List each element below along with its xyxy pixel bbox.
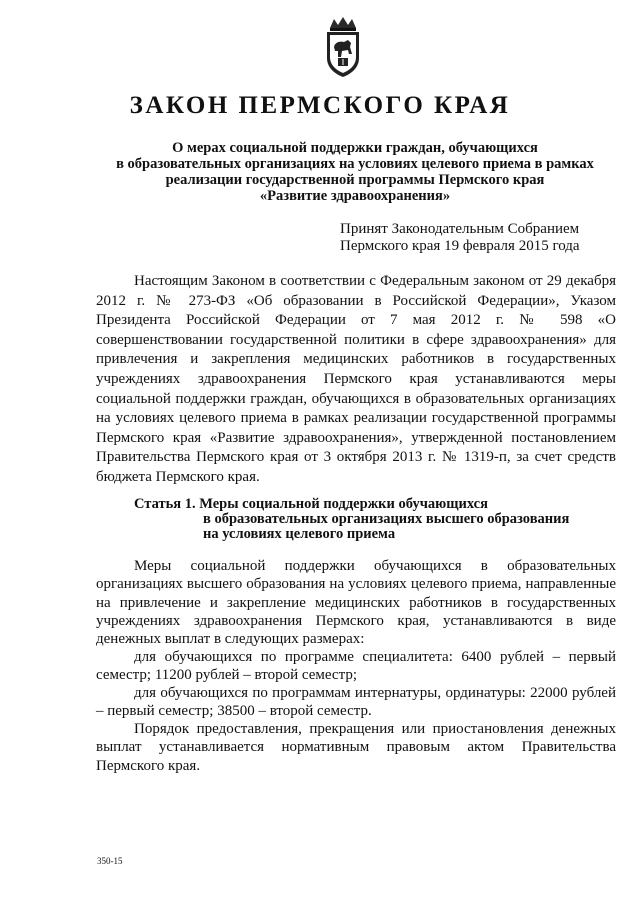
article-heading-line: в образовательных организациях высшего образования xyxy=(203,511,570,527)
law-subject xyxy=(96,140,614,204)
perm-krai-coat-of-arms-icon xyxy=(320,14,366,78)
intro-paragraph: Настоящим Законом в соответствии с Федеральным законом от 29 декабря 2012 г. № 273-ФЗ «Об образовании в Российской Федерации», Указом Президента Российской Федерации от 7 мая 2012 г. № 598 «О совершенствовании государственной политики в сфере здравоохранения» для привлечения и закрепления медицинских работников в государственных учреждениях здравоохранения Пермского края устанавливаются меры социальной поддержки граждан, обучающихся в образовательных организациях на условиях целевого приема в рамках реализации государственной программы Пермского края «Развитие здравоохранения», утвержденной постановлением Правительства Пермского края от 3 октября 2013 г. № 1319-п, за счет средств бюджета Пермского края. xyxy=(96,273,616,485)
law-subject-line: О мерах социальной поддержки граждан, обучающихся xyxy=(172,140,538,156)
article-paragraph: для обучающихся по программам интернатуры, ординатуры: 22000 рублей – первый семестр; 38500 – второй семестр. xyxy=(96,685,616,720)
article-paragraph: Меры социальной поддержки обучающихся в образовательных организациях высшего образования на условиях целевого приема, направленные на привлечение и закрепление медицинских работников в государственных учреждениях здравоохранения Пермского края, устанавливаются в виде денежных выплат в следующих размерах: xyxy=(96,558,616,648)
article-paragraph: для обучающихся по программе специалитета: 6400 рублей – первый семестр; 11200 рублей – второй семестр; xyxy=(96,649,616,684)
law-subject-line: в образовательных организациях на условиях целевого приема в рамках xyxy=(116,156,594,172)
article-1-heading xyxy=(134,497,614,542)
law-subject-line: реализации государственной программы Пермского края xyxy=(165,172,545,188)
adoption-note xyxy=(340,221,620,255)
article-heading-line: Статья 1. Меры социальной поддержки обучающихся xyxy=(134,496,488,512)
article-paragraph: Порядок предоставления, прекращения или приостановления денежных выплат устанавливается нормативным правовым актом Правительства Пермского края. xyxy=(96,721,616,774)
law-subject-line: «Развитие здравоохранения» xyxy=(259,188,451,204)
adoption-note-line: Пермского края 19 февраля 2015 года xyxy=(340,238,580,254)
document-number: 350-15 xyxy=(97,856,123,866)
adoption-note-line: Принят Законодательным Собранием xyxy=(340,221,580,237)
article-heading-line: на условиях целевого приема xyxy=(203,526,396,542)
law-title: ЗАКОН ПЕРМСКОГО КРАЯ xyxy=(129,92,511,119)
